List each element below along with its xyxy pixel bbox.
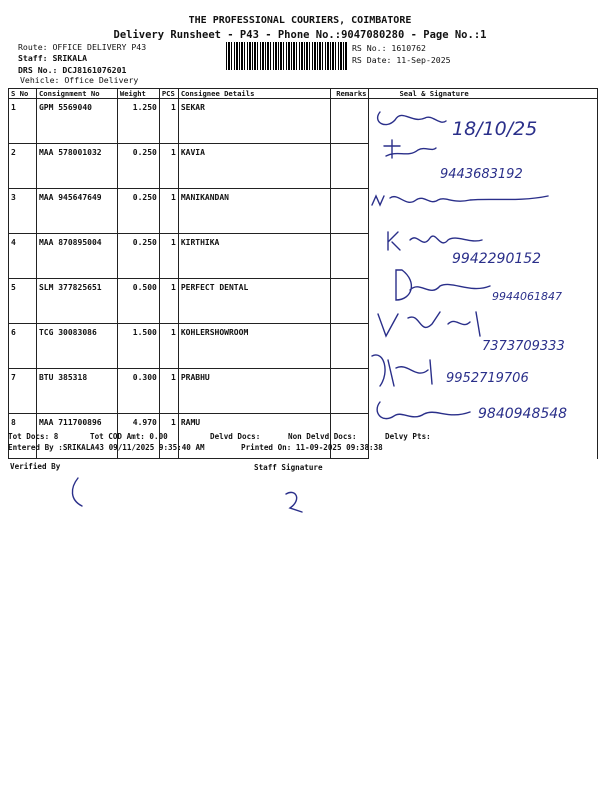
staff-label: Staff: SRIKALA [18,53,88,63]
table-row [9,234,598,279]
entered-by: Entered By :SRIKALA43 09/11/2025 9:35:40 AM [8,443,205,452]
cell-weight: 0.250 [117,144,159,189]
cell-weight: 4.970 [117,414,159,459]
barcode [226,42,348,70]
cell-seal-signature [369,189,598,234]
cell-seal-signature [369,144,598,189]
vehicle-label: Vehicle: Office Delivery [20,75,139,85]
col-consignment: Consignment No [36,89,117,99]
col-seal-signature: Seal & Signature [369,89,598,99]
col-pcs: PCS [159,89,178,99]
cell-remarks [330,144,369,189]
cell-pcs: 1 [159,414,178,459]
handwritten-phone-6: 7373709333 [482,339,565,354]
verified-by-label: Verified By [10,462,61,471]
col-sno: S No [9,89,37,99]
non-delivered-docs: Non Delvd Docs: [288,432,357,441]
cell-remarks [330,189,369,234]
handwritten-phone-4: 9942290152 [452,251,542,267]
cell-consignment: TCG 30083086 [36,324,117,369]
cell-consignment: MAA 870895004 [36,234,117,279]
cell-consignee: PERFECT DENTAL [178,279,330,324]
handwritten-phone-5: 9944061847 [492,290,562,303]
rs-number: RS No.: 1610762 [352,43,426,53]
cell-consignee: KIRTHIKA [178,234,330,279]
cell-seal-signature [369,369,598,414]
total-docs: Tot Docs: 8 [8,432,59,441]
cell-sno: 1 [9,99,37,144]
handwritten-phone-8: 9840948548 [478,406,568,422]
cell-weight: 1.500 [117,324,159,369]
handwritten-phone-7: 9952719706 [446,371,529,386]
company-name: THE PROFESSIONAL COURIERS, COIMBATORE [188,15,412,26]
cell-sno: 6 [9,324,37,369]
table-row [9,324,598,369]
cell-sno: 5 [9,279,37,324]
cell-pcs: 1 [159,99,178,144]
cell-consignee: PRABHU [178,369,330,414]
col-consignee: Consignee Details [178,89,330,99]
table-row [9,279,598,324]
cell-sno: 7 [9,369,37,414]
table-row [9,369,598,414]
col-weight: Weight [117,89,159,99]
cell-weight: 0.250 [117,189,159,234]
cell-consignee: KOHLERSHOWROOM [178,324,330,369]
cell-pcs: 1 [159,234,178,279]
cell-consignment: MAA 945647649 [36,189,117,234]
cell-weight: 0.250 [117,234,159,279]
cell-seal-signature [369,99,598,144]
table-header-row [9,89,598,99]
cell-pcs: 1 [159,144,178,189]
cell-consignment: BTU 385318 [36,369,117,414]
cell-pcs: 1 [159,324,178,369]
cell-consignment: MAA 711700896 [36,414,117,459]
runsheet-table [8,88,598,459]
cell-sno: 8 [9,414,37,459]
cell-sno: 2 [9,144,37,189]
verified-by-mark [72,478,82,506]
cell-remarks [330,99,369,144]
table-body [9,99,598,459]
rs-date: RS Date: 11-Sep-2025 [352,55,451,65]
staff-signature-mark [286,492,302,512]
cell-seal-signature [369,279,598,324]
table-row [9,99,598,144]
printed-on: Printed On: 11-09-2025 09:38:38 [241,443,383,452]
cell-sno: 4 [9,234,37,279]
route-label: Route: OFFICE DELIVERY P43 [18,42,147,52]
total-cod: Tot COD Amt: 0.00 [90,432,168,441]
cell-pcs: 1 [159,189,178,234]
runsheet-title: Delivery Runsheet - P43 - Phone No.:9047080280 - Page No.:1 [113,29,487,41]
cell-consignment: MAA 578001032 [36,144,117,189]
cell-pcs: 1 [159,279,178,324]
cell-weight: 1.250 [117,99,159,144]
cell-weight: 0.500 [117,279,159,324]
cell-weight: 0.300 [117,369,159,414]
cell-consignment: GPM 5569040 [36,99,117,144]
cell-consignment: SLM 377825651 [36,279,117,324]
cell-seal-signature [369,234,598,279]
cell-consignee: RAMU [178,414,330,459]
cell-seal-signature [369,324,598,369]
handwritten-phone-2: 9443683192 [440,167,523,182]
cell-consignee: MANIKANDAN [178,189,330,234]
staff-signature-label: Staff Signature [254,463,323,472]
table-row [9,144,598,189]
delivered-docs: Delvd Docs: [210,432,261,441]
cell-consignee: SEKAR [178,99,330,144]
cell-remarks [330,279,369,324]
cell-remarks [330,234,369,279]
cell-remarks [330,369,369,414]
cell-remarks [330,324,369,369]
delivery-points: Delvy Pts: [385,432,431,441]
drs-number: DRS No.: DCJ8161076201 [18,65,127,75]
table-row [9,189,598,234]
cell-pcs: 1 [159,369,178,414]
cell-consignee: KAVIA [178,144,330,189]
handwritten-date: 18/10/25 [452,118,538,140]
col-remarks: Remarks [330,89,369,99]
cell-sno: 3 [9,189,37,234]
